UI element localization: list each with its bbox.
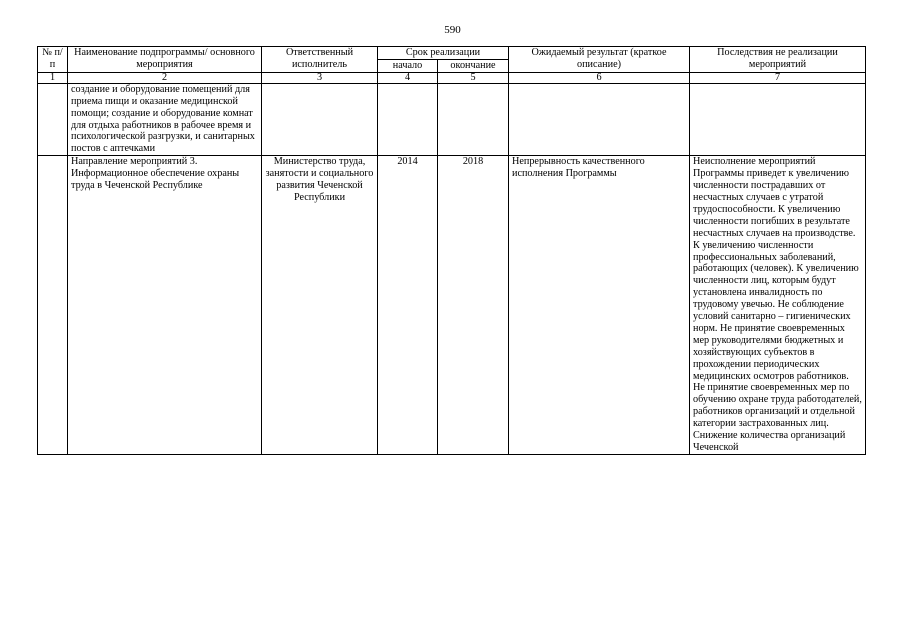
column-number: 4 bbox=[378, 72, 438, 83]
header-period: Срок реализации bbox=[378, 47, 509, 60]
cell-name: Направление мероприятий 3. Информационное обеспечение охраны труда в Чеченской Республике bbox=[68, 156, 262, 455]
header-name: Наименование подпрограммы/ основного мероприятия bbox=[68, 47, 262, 73]
table-row bbox=[38, 83, 866, 155]
header-consequences: Последствия не реализации мероприятий bbox=[690, 47, 866, 73]
column-number: 5 bbox=[438, 72, 509, 83]
column-number: 3 bbox=[262, 72, 378, 83]
header-end: окончание bbox=[438, 59, 509, 72]
column-number: 7 bbox=[690, 72, 866, 83]
program-table bbox=[37, 46, 866, 455]
header-responsible: Ответственный исполнитель bbox=[262, 47, 378, 73]
column-number: 1 bbox=[38, 72, 68, 83]
cell-responsible: Министерство труда, занятости и социального развития Чеченской Республики bbox=[262, 156, 378, 455]
cell-consequences bbox=[690, 83, 866, 155]
table-row bbox=[38, 156, 866, 455]
cell-result bbox=[509, 83, 690, 155]
cell-num bbox=[38, 83, 68, 155]
cell-result: Непрерывность качественного исполнения Программы bbox=[509, 156, 690, 455]
column-number: 2 bbox=[68, 72, 262, 83]
header-num: № п/п bbox=[38, 47, 68, 73]
cell-end bbox=[438, 83, 509, 155]
header-result: Ожидаемый результат (краткое описание) bbox=[509, 47, 690, 73]
cell-end: 2018 bbox=[438, 156, 509, 455]
cell-responsible bbox=[262, 83, 378, 155]
cell-start: 2014 bbox=[378, 156, 438, 455]
column-number: 6 bbox=[509, 72, 690, 83]
page-number: 590 bbox=[444, 24, 461, 36]
cell-start bbox=[378, 83, 438, 155]
cell-num bbox=[38, 156, 68, 455]
header-start: начало bbox=[378, 59, 438, 72]
cell-name: создание и оборудование помещений для приема пищи и оказание медицинской помощи; создание и оборудование комнат для отдыха работников в рабочее время и психологической разгрузки, и санитарных постов с аптечками bbox=[68, 83, 262, 155]
cell-consequences: Неисполнение мероприятий Программы приведет к увеличению численности пострадавших от несчастных случаев с утратой трудоспособности. К увеличению численности погибших в результате несчастных случаев на производстве. К увеличению численности профессиональных заболеваний, работающих (человек). К увеличению численности лиц, которым будут установлена инвалидность по трудовому увечью. Не соблюдение условий санитарно – гигиенических норм. Не принятие своевременных мер руководителями бюджетных и хозяйствующих субъектов в прохождении периодических медицинских осмотров работников. Не принятие своевременных мер по обучению охране труда работодателей, работников организаций и отдельной категории застрахованных лиц. Снижение количества организаций Чеченской bbox=[690, 156, 866, 455]
